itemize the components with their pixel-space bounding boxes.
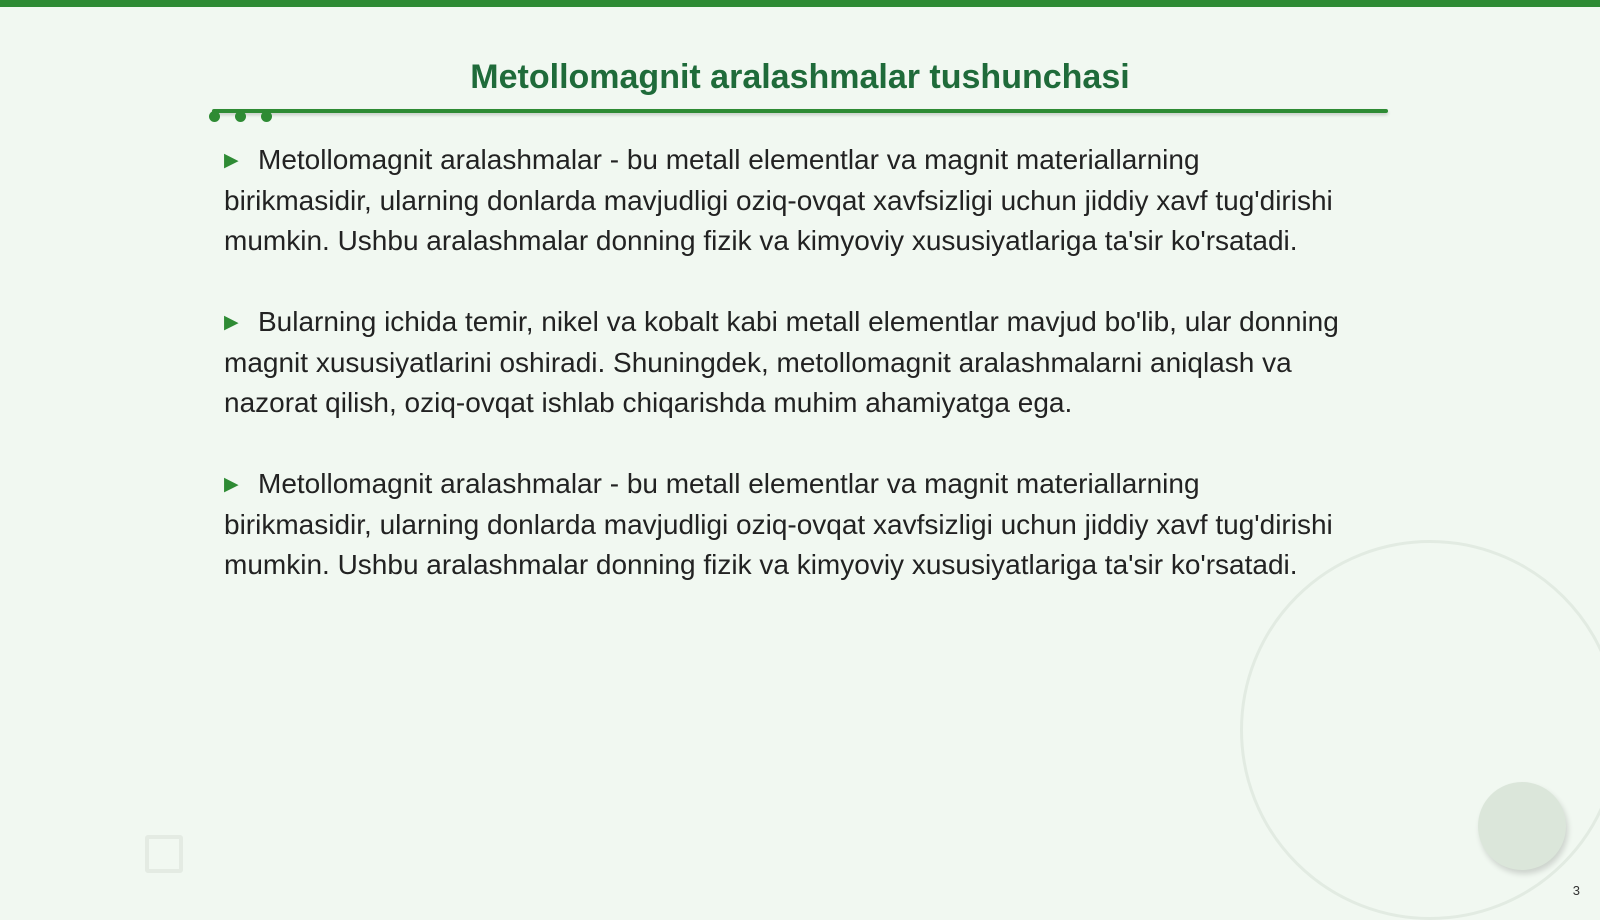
bullet-text: Bularning ichida temir, nikel va kobalt kabi metall elementlar mavjud bo'lib, ular donning magnit xususiyatlarini oshiradi. Shuningdek, metollomagnit aralashmalarni aniqlash va nazorat qilish, oziq-ovqat ishlab chiqarishda muhim ahamiyatga ega. — [224, 306, 1339, 418]
title-underline — [212, 109, 1388, 113]
bullet-list — [224, 140, 1354, 626]
page-number: 3 — [1572, 883, 1580, 898]
bullet-text: Metollomagnit aralashmalar - bu metall elementlar va magnit materiallarning birikmasidir, ularning donlarda mavjudligi oziq-ovqat xavfsizligi uchun jiddiy xavf tug'dirishi mumkin. Ushbu aralashmalar donning fizik va kimyoviy xususiyatlariga ta'sir ko'rsatadi. — [224, 468, 1333, 580]
bullet-item — [224, 464, 1354, 585]
triangle-right-icon: ▶ — [224, 474, 239, 495]
bullet-text: Metollomagnit aralashmalar - bu metall elementlar va magnit materiallarning birikmasidir, ularning donlarda mavjudligi oziq-ovqat xavfsizligi uchun jiddiy xavf tug'dirishi mumkin. Ushbu aralashmalar donning fizik va kimyoviy xususiyatlariga ta'sir ko'rsatadi. — [224, 144, 1333, 256]
decor-square-outline — [145, 835, 183, 873]
decor-circle-filled — [1478, 782, 1566, 870]
top-accent-bar — [0, 0, 1600, 7]
bullet-item — [224, 140, 1354, 261]
bullet-item — [224, 302, 1354, 423]
decor-circle-outline — [1240, 540, 1600, 920]
triangle-right-icon: ▶ — [224, 150, 239, 171]
slide-title: Metollomagnit aralashmalar tushunchasi — [470, 58, 1130, 96]
decor-dot — [261, 111, 272, 122]
decor-dot — [209, 111, 220, 122]
triangle-right-icon: ▶ — [224, 312, 239, 333]
decor-dot — [235, 111, 246, 122]
